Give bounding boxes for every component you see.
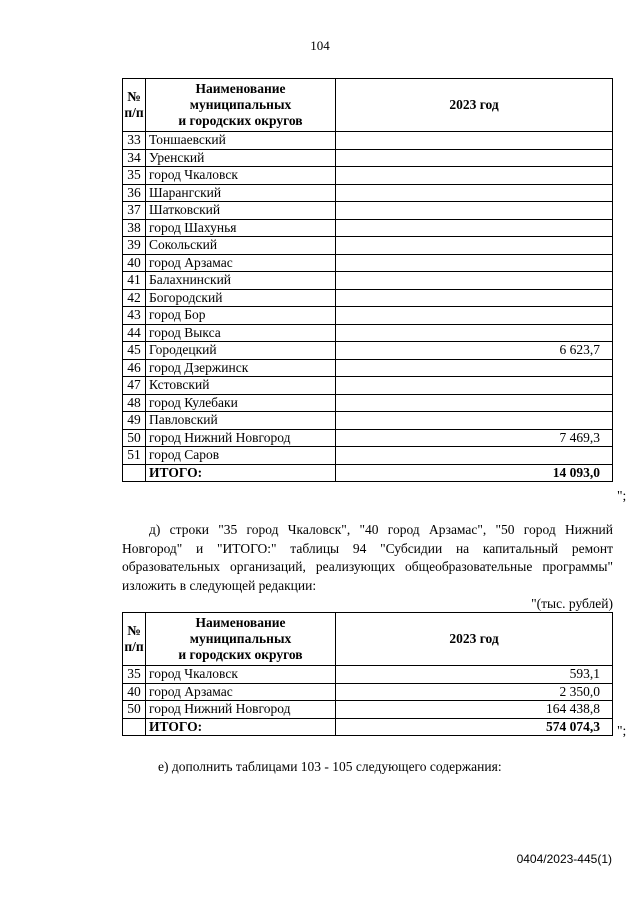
- row-value: 2 350,0: [336, 683, 613, 701]
- paragraph-d: д) строки "35 город Чкаловск", "40 город Арзамас", "50 город Нижний Новгород" и "ИТОГО:" таблицы 94 "Субсидии на капитальный ремонт образовательных организаций, реализующих общеобразовательные программы" изложить в следующей редакции:: [122, 522, 613, 593]
- row-municipality: город Выкса: [146, 324, 336, 342]
- row-municipality: Шатковский: [146, 202, 336, 220]
- row-number: 36: [123, 184, 146, 202]
- row-municipality: город Чкаловск: [146, 167, 336, 185]
- header-municipality: Наименование муниципальных и городских округов: [146, 79, 336, 132]
- row-municipality: город Нижний Новгород: [146, 701, 336, 719]
- row-value: [336, 394, 613, 412]
- row-municipality: Павловский: [146, 412, 336, 430]
- table-row: [123, 184, 613, 202]
- row-value: [336, 237, 613, 255]
- row-municipality: город Дзержинск: [146, 359, 336, 377]
- header-number: № п/п: [123, 79, 146, 132]
- row-value: [336, 289, 613, 307]
- total-value: 14 093,0: [336, 464, 613, 482]
- row-value: [336, 219, 613, 237]
- row-value: [336, 447, 613, 465]
- row-municipality: Городецкий: [146, 342, 336, 360]
- row-value: [336, 377, 613, 395]
- table-row: [123, 167, 613, 185]
- table-row: [123, 666, 613, 684]
- table-row: [123, 377, 613, 395]
- row-value: [336, 202, 613, 220]
- row-value: [336, 307, 613, 325]
- table-row: [123, 307, 613, 325]
- row-number: 41: [123, 272, 146, 290]
- total-label: ИТОГО:: [146, 718, 336, 736]
- row-value: [336, 272, 613, 290]
- row-municipality: Сокольский: [146, 237, 336, 255]
- table-row: [123, 701, 613, 719]
- row-municipality: Уренский: [146, 149, 336, 167]
- row-municipality: Тоншаевский: [146, 132, 336, 150]
- row-value: 164 438,8: [336, 701, 613, 719]
- row-municipality: город Саров: [146, 447, 336, 465]
- table-row: [123, 272, 613, 290]
- row-number: 40: [123, 683, 146, 701]
- total-value: 574 074,3: [336, 718, 613, 736]
- row-number: 38: [123, 219, 146, 237]
- table-row: [123, 237, 613, 255]
- table-row: [123, 412, 613, 430]
- row-value: 6 623,7: [336, 342, 613, 360]
- row-number: 37: [123, 202, 146, 220]
- total-row: [123, 464, 613, 482]
- row-municipality: Балахнинский: [146, 272, 336, 290]
- table-row: [123, 219, 613, 237]
- table-row: [123, 359, 613, 377]
- row-number: 44: [123, 324, 146, 342]
- row-municipality: Богородский: [146, 289, 336, 307]
- row-number: 42: [123, 289, 146, 307]
- row-value: [336, 324, 613, 342]
- row-municipality: Шарангский: [146, 184, 336, 202]
- header-municipality: Наименование муниципальных и городских округов: [146, 613, 336, 666]
- table-row: [123, 324, 613, 342]
- table-row: [123, 289, 613, 307]
- closing-quote: ";: [617, 488, 627, 503]
- row-number: 49: [123, 412, 146, 430]
- row-value: [336, 184, 613, 202]
- total-row: [123, 718, 613, 736]
- page-number: 104: [310, 38, 330, 53]
- row-value: [336, 359, 613, 377]
- row-municipality: город Арзамас: [146, 683, 336, 701]
- table-row: [123, 254, 613, 272]
- table-row: [123, 394, 613, 412]
- subsidy-table-continued: [122, 78, 613, 482]
- table-row: [123, 447, 613, 465]
- row-value: [336, 149, 613, 167]
- table-row: [123, 429, 613, 447]
- row-value: [336, 132, 613, 150]
- table-row: [123, 149, 613, 167]
- unit-label: "(тыс. рублей): [531, 596, 613, 611]
- paragraph-e: е) дополнить таблицами 103 - 105 следующего содержания:: [158, 759, 502, 774]
- table-row: [123, 202, 613, 220]
- row-value: [336, 412, 613, 430]
- row-number: 35: [123, 666, 146, 684]
- row-number: 47: [123, 377, 146, 395]
- table-row: [123, 132, 613, 150]
- table-header-row: [123, 79, 613, 132]
- total-label: ИТОГО:: [146, 464, 336, 482]
- row-value: 7 469,3: [336, 429, 613, 447]
- row-number: 50: [123, 429, 146, 447]
- capital-repair-table: [122, 612, 613, 736]
- row-number: 50: [123, 701, 146, 719]
- row-number: 33: [123, 132, 146, 150]
- row-number: 48: [123, 394, 146, 412]
- table-header-row: [123, 613, 613, 666]
- table-row: [123, 342, 613, 360]
- header-year: 2023 год: [336, 613, 613, 666]
- closing-quote: ";: [617, 723, 627, 738]
- header-year: 2023 год: [336, 79, 613, 132]
- row-number: 43: [123, 307, 146, 325]
- row-number: 35: [123, 167, 146, 185]
- row-municipality: город Арзамас: [146, 254, 336, 272]
- row-value: [336, 254, 613, 272]
- row-number: 45: [123, 342, 146, 360]
- row-number: 51: [123, 447, 146, 465]
- row-municipality: город Бор: [146, 307, 336, 325]
- row-value: [336, 167, 613, 185]
- row-value: 593,1: [336, 666, 613, 684]
- row-number: 40: [123, 254, 146, 272]
- document-code: 0404/2023-445(1): [516, 852, 612, 866]
- header-number: № п/п: [123, 613, 146, 666]
- row-municipality: Кстовский: [146, 377, 336, 395]
- row-municipality: город Чкаловск: [146, 666, 336, 684]
- row-municipality: город Нижний Новгород: [146, 429, 336, 447]
- table-row: [123, 683, 613, 701]
- row-municipality: город Кулебаки: [146, 394, 336, 412]
- row-number: 39: [123, 237, 146, 255]
- row-number: 46: [123, 359, 146, 377]
- row-municipality: город Шахунья: [146, 219, 336, 237]
- row-number: 34: [123, 149, 146, 167]
